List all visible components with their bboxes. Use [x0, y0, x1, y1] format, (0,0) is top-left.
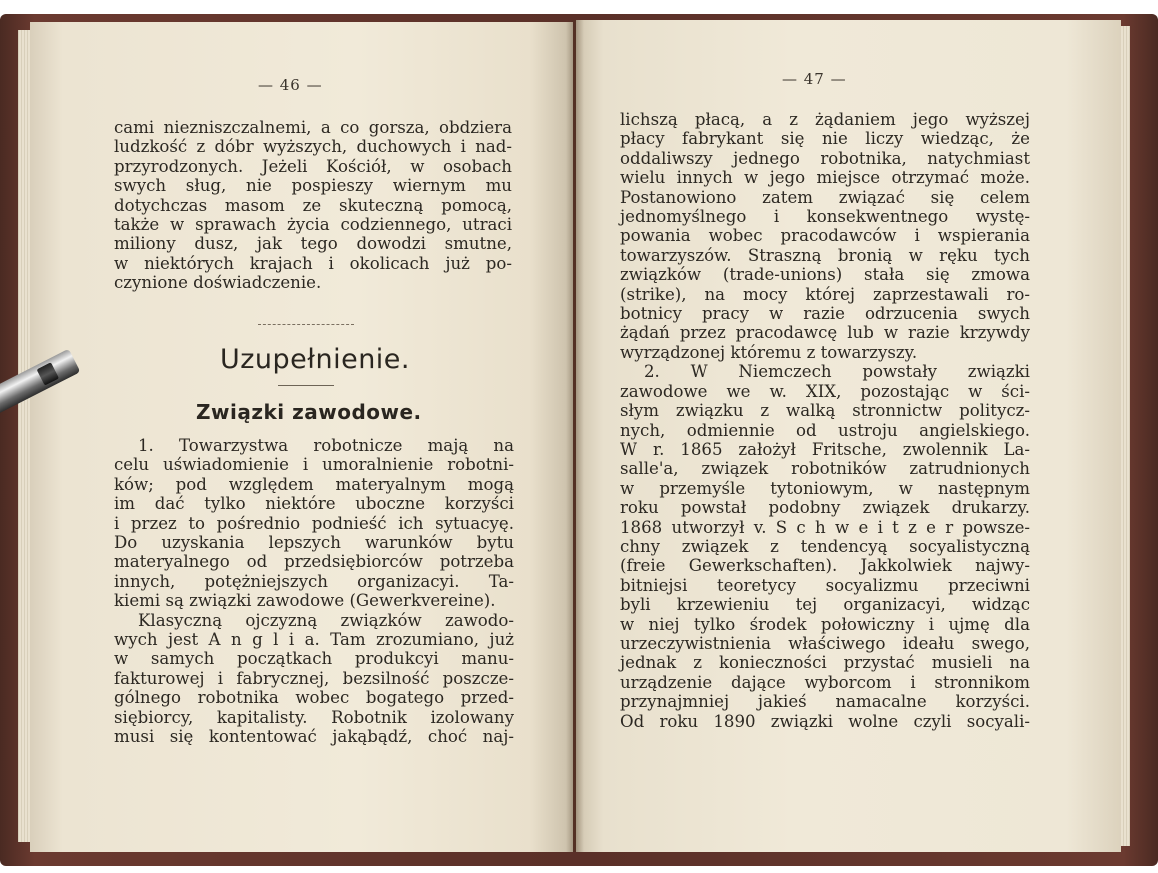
text-line: w niektórych krajach i okolicach już po- — [114, 253, 512, 273]
text-line: powania wobec pracodawców i wspierania — [620, 226, 1030, 246]
left-text-bottom — [114, 436, 514, 747]
text-line: 1. Towarzystwa robotnicze mają na — [138, 436, 514, 455]
text-line: przynajmniej jakieś namacalne korzyści. — [620, 692, 1030, 712]
text-line: słym związku z walką stronnictw politycz- — [620, 401, 1030, 421]
text-line: musi się kontentować jakąbądź, choć naj- — [114, 727, 514, 747]
text-line: lichszą płacą, a z żądaniem jego wyższej — [620, 110, 1030, 129]
section-subheading: Związki zawodowe. — [196, 400, 422, 424]
text-line: wych jest A n g l i a. Tam zrozumiano, już — [114, 630, 514, 650]
page-number-right: — 47 — — [782, 70, 847, 88]
text-line: ludzkość z dóbr wyższych, duchowych i nad- — [114, 137, 512, 157]
text-line: urzeczywistnienia właściwego ideału swego, — [620, 633, 1030, 653]
text-line: fakturowej i fabrycznej, bezsilność poszcze- — [114, 668, 514, 688]
text-line: wyrządzonej któremu z towarzyszy. — [620, 342, 918, 362]
text-line: w niej tylko środek połowiczny i ujmę dla — [620, 614, 1030, 634]
text-line: związków (trade-unions) stała się zmowa — [620, 265, 1030, 285]
text-line: innych, potężniejszych organizacyi. Ta- — [114, 571, 514, 591]
text-line: dotychczas masom ze skuteczną pomocą, — [114, 195, 512, 215]
text-line: nych, odmiennie od ustroju angielskiego. — [620, 420, 1030, 440]
text-line: botnicy pracy w razie odrzucenia swych — [620, 304, 1030, 324]
text-line: roku powstał podobny związek drukarzy. — [620, 498, 1030, 518]
left-page — [30, 22, 573, 852]
pen-tip — [37, 362, 59, 385]
text-line: gólnego robotnika wobec bogatego przed- — [114, 688, 514, 708]
text-line: swych sług, nie pospieszy wiernym mu — [114, 176, 512, 196]
text-line: ków; pod względem materyalnym mogą — [114, 474, 514, 494]
text-line: wielu innych w jego miejsce otrzymać może. — [620, 168, 1030, 188]
text-line: celu uświadomienie i umoralnienie robotni- — [114, 455, 514, 475]
text-line: (freie Gewerkschaften). Jakkolwiek najwy- — [620, 556, 1030, 576]
text-line: czynione doświadczenie. — [114, 273, 322, 293]
text-line: płacy fabrykant się nie liczy wiedząc, że — [620, 129, 1030, 149]
text-line: Od roku 1890 związki wolne czyli socyali- — [620, 711, 1030, 731]
left-text-top — [114, 118, 512, 293]
right-page — [576, 20, 1121, 852]
text-line: Postanowiono zatem związać się celem — [620, 187, 1030, 207]
section-heading: Uzupełnienie. — [220, 344, 411, 375]
text-line: przyrodzonych. Jeżeli Kościół, w osobach — [114, 156, 512, 176]
text-line: w przemyśle tytoniowym, w następnym — [620, 478, 1030, 498]
text-line: cami niezniszczalnemi, a co gorsza, obdziera — [114, 118, 512, 137]
text-line: oddaliwszy jednego robotnika, natychmiast — [620, 148, 1030, 168]
text-line: i przez to pośrednio podnieść ich sytuacyę. — [114, 513, 514, 533]
text-line: im dać tylko niektóre uboczne korzyści — [114, 494, 514, 514]
text-line: jednomyślnego i konsekwentnego wystę- — [620, 207, 1030, 227]
text-line: 1868 utworzył v. S c h w e i t z e r powsze- — [620, 517, 1030, 537]
text-line: chny związek z tendencyą socyalistyczną — [620, 536, 1030, 556]
text-line: w samych początkach produkcyi manu- — [114, 649, 514, 669]
text-line: towarzyszów. Straszną bronią w ręku tych — [620, 245, 1030, 265]
text-line: Klasyczną ojczyzną związków zawodo- — [138, 610, 514, 630]
text-line: (strike), na mocy której zaprzestawali ro- — [620, 284, 1030, 304]
section-divider — [258, 324, 354, 326]
text-line: kiemi są związki zawodowe (Gewerkvereine). — [114, 591, 496, 611]
text-line: urządzenie dające wyborcom i stronnikom — [620, 672, 1030, 692]
text-line: bitniejsi teoretycy socyalizmu przeciwni — [620, 575, 1030, 595]
right-text — [620, 110, 1030, 731]
text-line: byli krzewieniu tej organizacyi, widząc — [620, 595, 1030, 615]
text-line: miliony dusz, jak tego dowodzi smutne, — [114, 234, 512, 254]
text-line: siębiorcy, kapitalisty. Robotnik izolowany — [114, 707, 514, 727]
text-line: salle'a, związek robotników zatrudnionych — [620, 459, 1030, 479]
text-line: zawodowe we w. XIX, pozostając w ści- — [620, 381, 1030, 401]
text-line: W r. 1865 założył Fritsche, zwolennik La- — [620, 439, 1030, 459]
text-line: materyalnego od przedsiębiorców potrzeba — [114, 552, 514, 572]
book-gutter — [566, 20, 584, 852]
text-line: żądań przez pracodawcę lub w razie krzywdy — [620, 323, 1030, 343]
text-line: 2. W Niemczech powstały związki — [644, 362, 1030, 382]
text-line: także w sprawach życia codziennego, utraci — [114, 215, 512, 235]
heading-rule — [278, 385, 334, 386]
text-line: jednak z konieczności przystać musieli na — [620, 653, 1030, 673]
page-number-left: — 46 — — [258, 76, 323, 94]
text-line: Do uzyskania lepszych warunków bytu — [114, 533, 514, 553]
